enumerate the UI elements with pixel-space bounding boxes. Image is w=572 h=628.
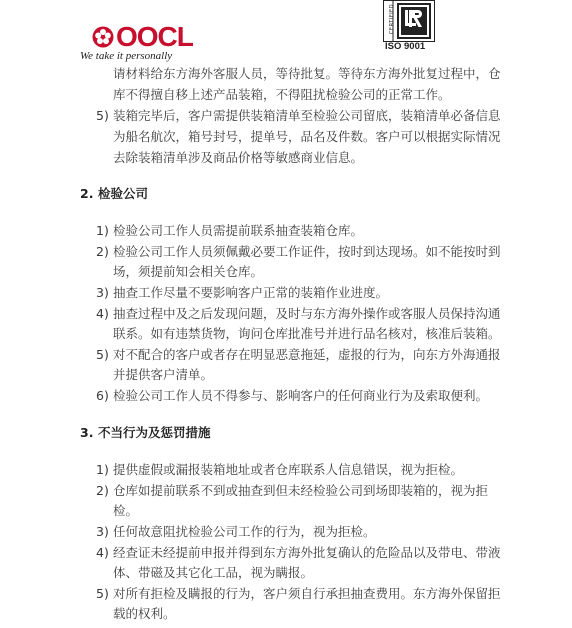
body-line: 经查证未经提前申报并得到东方海外批复确认的危险品以及带电、带液 [113,545,501,560]
list-item-number: 6) [96,388,109,403]
body-line: 提供虚假或漏报装箱地址或者仓库联系人信息错误，视为拒检。 [113,462,464,477]
section-number: 2. [80,186,94,201]
list-item-number: 5) [96,108,109,123]
body-line: 抽查工作尽量不要影响客户正常的装箱作业进度。 [113,285,389,300]
body-line: 对不配合的客户或者存在明显恶意拖延，虚报的行为，向东方外海通报 [113,347,501,362]
list-item-number: 4) [96,306,109,321]
logo-wordmark: OOCL [116,21,193,52]
section-heading: 不当行为及惩罚措施 [98,425,211,440]
list-item-number: 2) [96,483,109,498]
body-line: 检验公司工作人员不得参与、影响客户的任何商业行为及索取便利。 [113,388,489,403]
body-line: 检验公司工作人员需提前联系抽查装箱仓库。 [113,223,364,238]
body-line: 并提供客户清单。 [113,367,214,382]
body-line: 检。 [113,503,139,518]
body-line: 检验公司工作人员须佩戴必要工作证件，按时到达现场。如不能按时到 [113,244,501,259]
body-line: 联系。如有违禁货物，询问仓库批准号并进行品名核对，核准后装箱。 [113,326,501,341]
company-tagline: We take it personally [80,50,173,62]
list-item-number: 3) [96,285,109,300]
list-item-number: 1) [96,223,109,238]
list-item-number: 2) [96,244,109,259]
body-line: 去除装箱清单涉及商品价格等敏感商业信息。 [113,150,364,165]
body-line: 任何故意阻扰检验公司工作的行为，视为拒检。 [113,524,376,539]
body-line: 为船名航次，箱号封号，提单号，品名及件数。客户可以根据实际情况 [113,129,501,144]
list-item-number: 1) [96,462,109,477]
list-item-number: 5) [96,586,109,601]
body-line: 抽查过程中及之后发现问题，及时与东方海外操作或客服人员保持沟通 [113,306,501,321]
list-item-number: 5) [96,347,109,362]
body-line: 请材料给东方海外客服人员，等待批复。等待东方海外批复过程中，仓 [113,66,501,81]
body-line: 体、带磁及其它化工品，视为瞒报。 [113,565,314,580]
list-item-number: 4) [96,545,109,560]
iso-label: ISO 9001 [385,41,426,52]
body-line: 场，须提前知会相关仓库。 [113,264,264,279]
certified-label: CERTIFIED [389,3,396,35]
body-line: 装箱完毕后，客户需提供装箱清单至检验公司留底，装箱清单必备信息 [113,108,501,123]
body-line: 库不得擅自移上述产品装箱，不得阻扰检验公司的正常工作。 [113,87,451,102]
body-line: 仓库如提前联系不到或抽查到但未经检验公司到场即装箱的，视为拒 [113,483,489,498]
body-line: 载的权利。 [113,606,176,621]
body-line: 对所有拒检及瞒报的行为，客户须自行承担抽查费用。东方海外保留拒 [113,586,501,601]
section-number: 3. [80,425,94,440]
section-heading: 检验公司 [98,186,149,201]
list-item-number: 3) [96,524,109,539]
